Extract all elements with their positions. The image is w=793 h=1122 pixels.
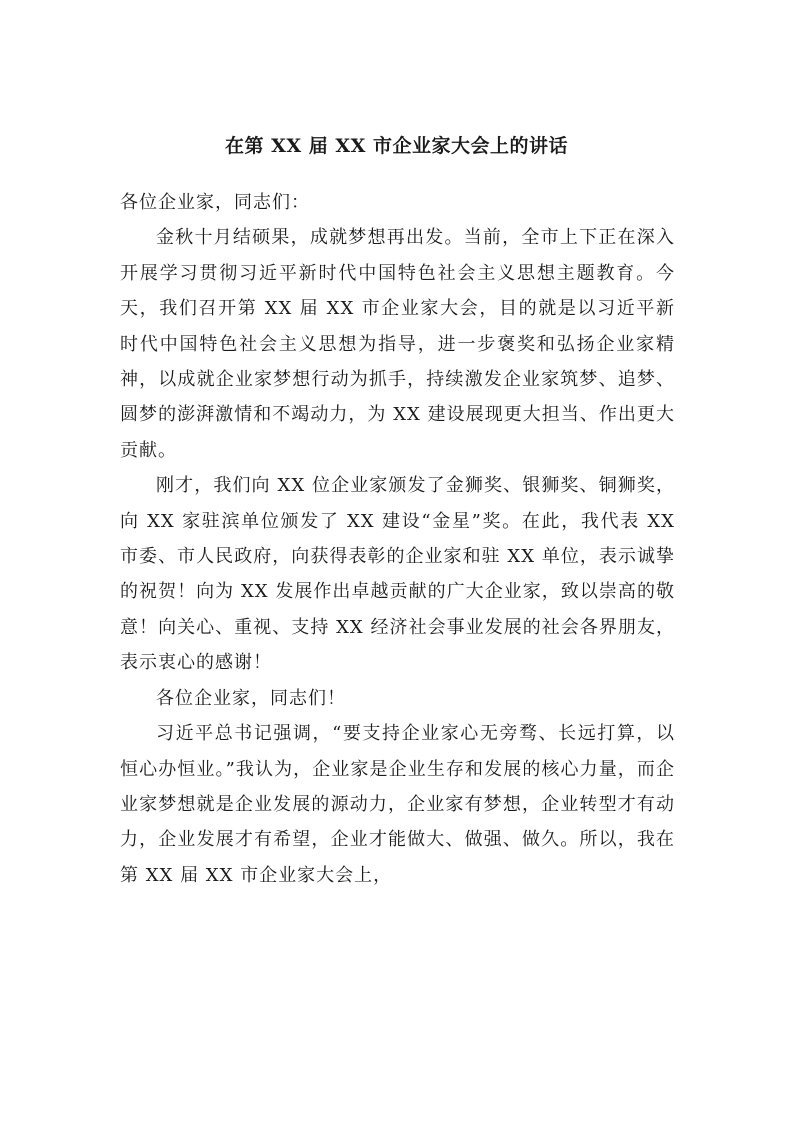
paragraph-3: 各位企业家，同志们！ xyxy=(156,687,346,709)
salutation: 各位企业家，同志们： xyxy=(120,192,310,213)
paragraph-2: 刚才，我们向 XX 位企业家颁发了金狮奖、银狮奖、铜狮奖，向 XX 家驻滨单位颁发了 XX 建设“金星”奖。在此，我代表 XX 市委、市人民政府，向获得表彰的企业家和驻 XX 单位，表示诚挚的祝贺！向为 XX 发展作出卓越贡献的广大企业家，致以崇高的敬意！向关心、重视、支持 XX 经济社会事业发展的社会各界朋友，表示衷心的感谢！ xyxy=(120,475,675,674)
paragraph-4: 习近平总书记强调，“要支持企业家心无旁骛、长远打算，以恒心办恒业。”我认为，企业家是企业生存和发展的核心力量，而企业家梦想就是企业发展的源动力，企业家有梦想，企业转型才有动力，企业发展才有希望，企业才能做大、做强、做久。所以，我在第 XX 届 XX 市企业家大会上， xyxy=(120,723,675,886)
document-body xyxy=(120,185,675,893)
document-title: 在第 XX 届 XX 市企业家大会上的讲话 xyxy=(225,135,568,157)
paragraph-1: 金秋十月结硕果，成就梦想再出发。当前，全市上下正在深入开展学习贯彻习近平新时代中国特色社会主义思想主题教育。今天，我们召开第 XX 届 XX 市企业家大会，目的就是以习近平新时代中国特色社会主义思想为指导，进一步褒奖和弘扬企业家精神，以成就企业家梦想行动为抓手，持续激发企业家筑梦、追梦、圆梦的澎湃激情和不竭动力，为 XX 建设展现更大担当、作出更大贡献。 xyxy=(120,227,675,461)
